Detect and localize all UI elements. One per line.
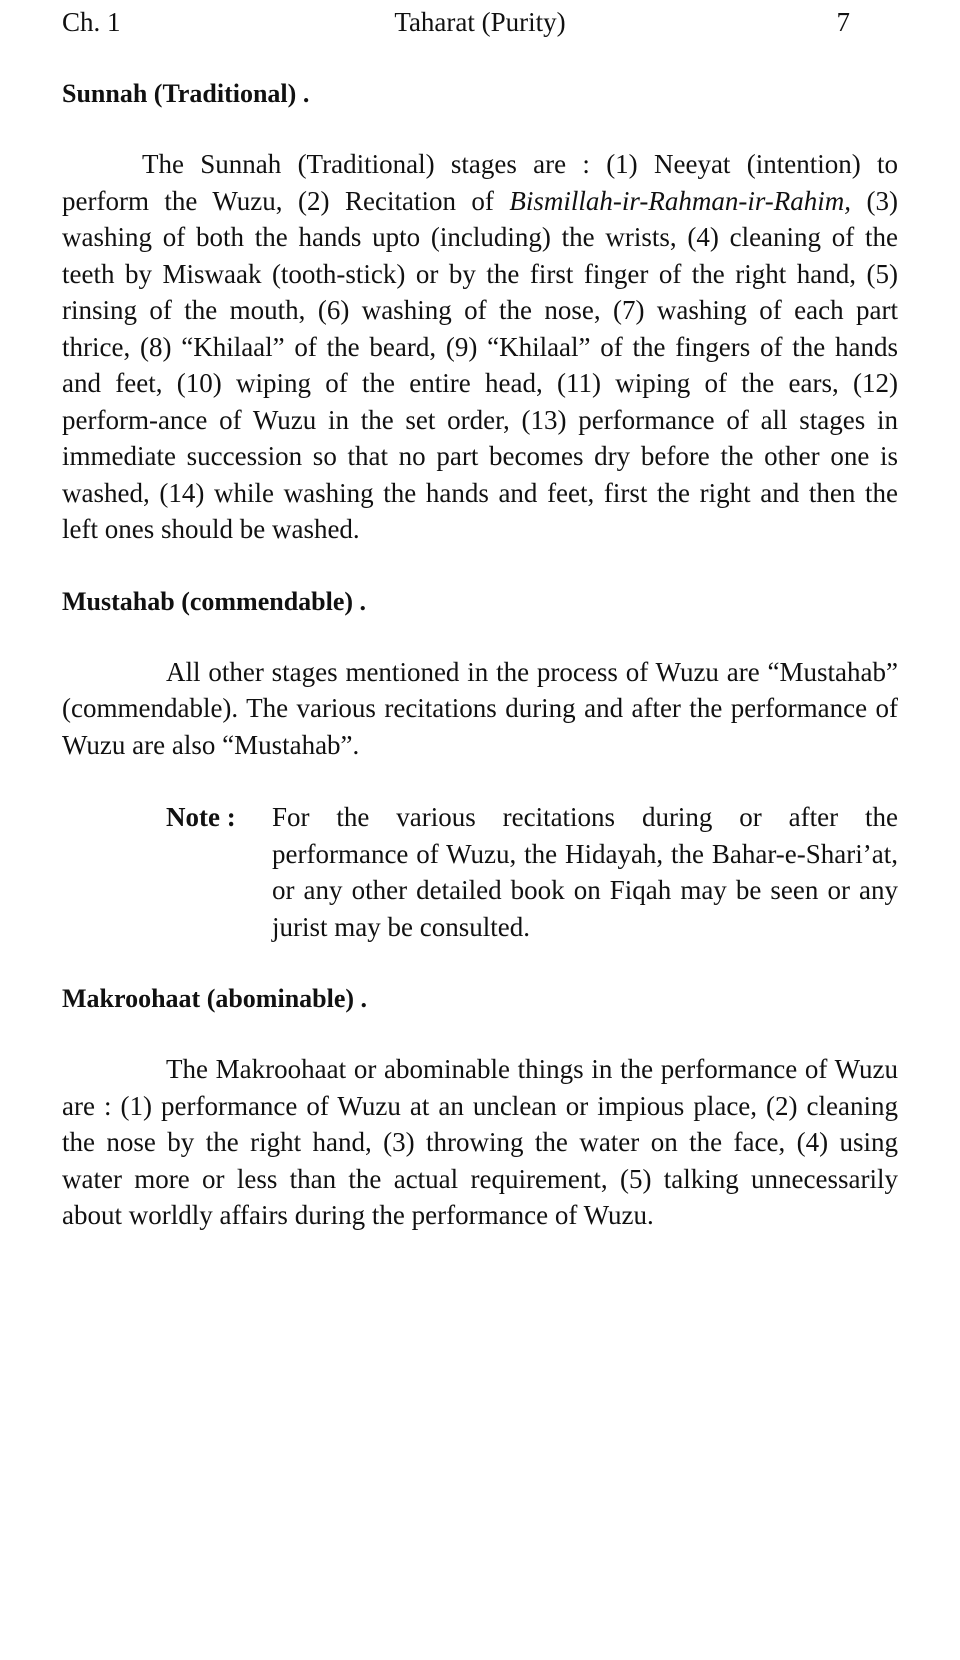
mustahab-paragraph: All other stages mentioned in the process of Wuzu are “Mustahab” (commendable). The various recitations during and after the performance of Wuzu are also “Mustahab”. [62,656,898,760]
sunnah-text-part-2: (3) washing of both the hands upto (including) the wrists, (4) cleaning of the teeth by Miswaak (tooth-stick) or by the first finger of the right hand, (5) rinsing of the mouth, (6) washing of the nose, (7) washing of each part thrice, (8) “Khilaal” of the beard, (9) “Khilaal” of the fingers of the hands and feet, (10) wiping of the entire head, (11) wiping of the ears, (12) perform-ance of Wuzu in the set order, (13) performance of all stages in immediate succession so that no part becomes dry before the other one is washed, (14) while washing the hands and feet, first the right and then the left ones should be washed. [62,185,898,544]
chapter-title: Taharat (Purity) [394,7,566,37]
spacer [62,112,898,146]
sunnah-paragraph [62,146,898,548]
sunnah-italic-phrase: Bismillah-ir-Rahman-ir-Rahim, [509,185,852,216]
note-block [166,799,898,945]
chapter-label: Ch. 1 [62,7,121,37]
running-header [62,4,898,40]
makroohaat-heading: Makroohaat (abominable) . [62,984,368,1013]
sunnah-heading: Sunnah (Traditional) . [62,79,310,108]
spacer [62,620,898,654]
makroohaat-paragraph: The Makroohaat or abominable things in the performance of Wuzu are : (1) performance of Wuzu at an unclean or impious place, (2) cleaning the nose by the right hand, (3) throwing the water on the face, (4) using water more or less than the actual requirement, (5) talking unnecessarily about worldly affairs during the performance of Wuzu. [62,1054,898,1230]
note-text: For the various recitations during or after the performance of Wuzu, the Hidayah, the Bahar-e-Shari’at, or any other detailed book on Fiqah may be seen or any jurist may be consulted. [272,802,898,942]
page-number: 7 [836,7,850,37]
page-body [62,76,898,1234]
sunnah-text-part-1: The Sunnah (Traditional) stages are : (1) Neeyat (intention) to perform the Wuzu, (2) Recitation of [62,149,898,216]
spacer [62,1017,898,1051]
spacer [62,945,898,981]
mustahab-heading: Mustahab (commendable) . [62,586,367,616]
spacer [62,763,898,799]
spacer [62,548,898,584]
note-label: Note : [166,802,236,832]
